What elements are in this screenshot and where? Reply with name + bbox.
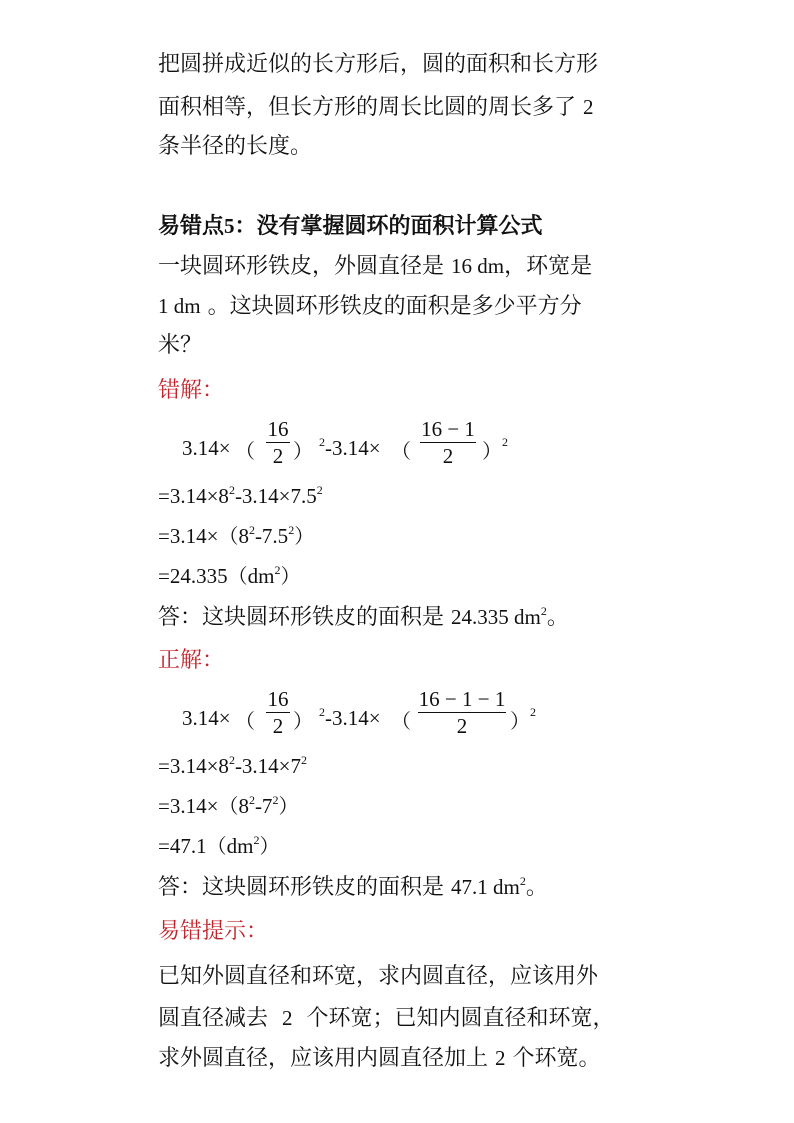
wrong-step-1: $=3.14\times 8^2-3.14\times 7.5^2$ xyxy=(158,483,323,508)
intro-line-1: 把圆拼成近似的长方形后，圆的面积和长方形 xyxy=(158,52,599,77)
wrong-fraction-2: 16 − 1 2 xyxy=(421,417,475,468)
intro-line-3: 条半径的长度。 xyxy=(158,134,313,159)
correct-answer: 答：这块圆环形铁皮的面积是 47.1 $dm^2$。 xyxy=(158,874,548,900)
correct-step-1: $=3.14\times 8^2-3.14\times 7^2$ xyxy=(158,753,308,778)
correct-step-3: $=47.1(dm^2)$ xyxy=(158,833,280,858)
intro-line-2: 面积相等，但长方形的周长比圆的周长多了 2 xyxy=(158,95,594,120)
problem-line-3: 米？ xyxy=(158,333,203,358)
problem-line-1: 一块圆环形铁皮，外圆直径是 16 dm，环宽是 xyxy=(158,254,593,279)
problem-line-2: 1 dm 。这块圆环形铁皮的面积是多少平方分 xyxy=(158,294,582,319)
section-heading: 易错点5：没有掌握圆环的面积计算公式 xyxy=(158,214,543,239)
hint-line-2: 圆直径减去 2 个环宽；已知内圆直径和环宽， xyxy=(158,1006,615,1031)
hint-label: 易错提示： xyxy=(158,919,269,944)
wrong-fraction-1: 16 2 xyxy=(267,417,289,468)
correct-fraction-1: 16 2 xyxy=(267,687,289,738)
document-page: 把圆拼成近似的长方形后，圆的面积和长方形 面积相等，但长方形的周长比圆的周长多了 2 条半径的长度。 易错点5：没有掌握圆环的面积计算公式 一块圆环形铁皮，外圆直径是 16 dm，环宽是 1 dm 。这块圆环形铁皮的面积是多少平方分 米？ 错解： 3.14× （ 16 2 ） $^2$-3.14× （ 16 − 1 2 ） $^2$ $=3.14\times 8^2-3.14\times 7.5^2$ $=3.14\times(8^2-7.5^2)$ $=24.335(dm^2)$ 答：这块圆环形铁皮的面积是 24.335 $dm^2$。 正解： 3.14× （ 16 2 ） $^2$-3.14× （ 16 − 1 − 1 2 ） $^2$ $=3.14\times 8^2-3.14\times 7^2$ $=3.14\times(8^2-7^2)$ $=47.1(dm^2)$ 答：这块圆环形铁皮的面积是 47.1 $dm^2$。 易错提示： 已知外圆直径和环宽，求内圆直径，应该用外 圆直径减去 2 个环宽；已知内圆直径和环宽， 求外圆直径，应该用内圆直径加上 2 个环宽。 xyxy=(0,0,794,1123)
correct-fraction-2: 16 − 1 − 1 2 xyxy=(418,687,506,738)
wrong-solution-label: 错解： xyxy=(158,378,225,403)
wrong-step-2: $=3.14\times(8^2-7.5^2)$ xyxy=(158,523,315,548)
correct-step-2: $=3.14\times(8^2-7^2)$ xyxy=(158,793,299,818)
wrong-answer: 答：这块圆环形铁皮的面积是 24.335 $dm^2$。 xyxy=(158,604,569,630)
wrong-step-3: $=24.335(dm^2)$ xyxy=(158,563,301,588)
correct-solution-label: 正解： xyxy=(158,648,225,673)
hint-line-3: 求外圆直径，应该用内圆直径加上 2 个环宽。 xyxy=(158,1046,601,1071)
hint-line-1: 已知外圆直径和环宽，求内圆直径，应该用外 xyxy=(158,964,599,989)
